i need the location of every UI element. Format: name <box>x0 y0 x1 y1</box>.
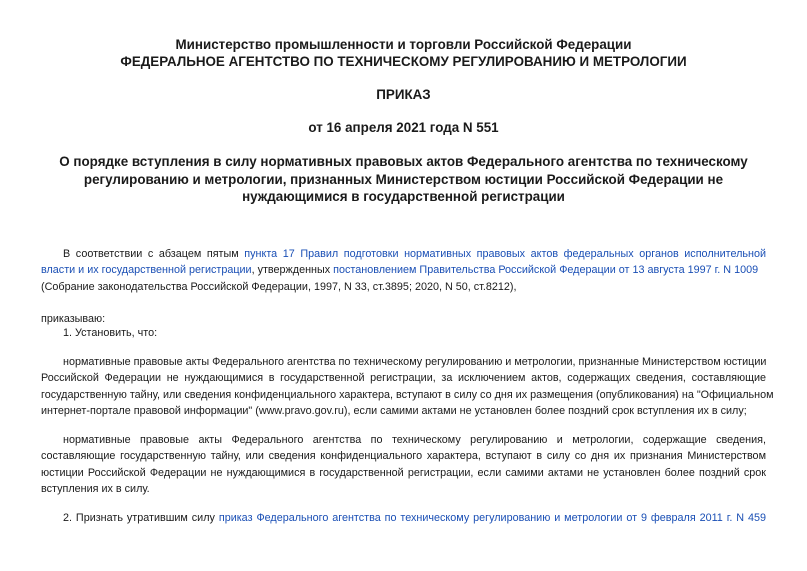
preamble-text: , утвержденных <box>251 264 331 277</box>
paragraph-b-line: юстиции Российской Федерации не нуждающимися в государственной регистрации, если самими актами не установлен более поздний срок <box>41 466 766 479</box>
title-line: О порядке вступления в силу нормативных правовых актов Федерального агентства по техническому <box>59 154 748 169</box>
paragraph-a-line: государственную тайну, или сведения конфиденциального характера, вступают в силу со дня их размещения (опубликования) на "Официальном <box>41 388 774 401</box>
rules-link[interactable]: пункта 17 Правил подготовки нормативных правовых актов федеральных органов исполнительной <box>244 248 767 260</box>
title-line: регулированию и метрологии, признанных Министерством юстиции Российской Федерации не <box>83 171 724 187</box>
paragraph-a-line: Российской Федерации не нуждающимися в государственной регистрации, за исключением актов, содержащих сведения, составляющие <box>41 372 766 385</box>
preamble-line: (Собрание законодательства Российской Федерации, 1997, N 33, ст.3895; 2020, N 50, ст.8212), <box>41 280 517 293</box>
paragraph-b <box>41 432 766 498</box>
preamble-text: В соответствии с абзацем пятым <box>63 248 239 260</box>
paragraph-a <box>41 354 774 420</box>
doc-type: ПРИКАЗ <box>376 87 431 102</box>
preamble-paragraph <box>41 246 766 295</box>
rules-link-continued[interactable]: власти и их государственной регистрации <box>41 264 252 277</box>
preamble-line <box>41 262 766 278</box>
repealed-order-link[interactable]: приказ Федерального агентства по техническому регулированию и метрологии от 9 февраля 2011 г. N 459 <box>218 512 767 524</box>
paragraph-a-line: интернет-портале правовой информации" (www.pravo.gov.ru), если самими актами не установлен более поздний срок вступления их в силу; <box>41 405 747 418</box>
item-1-heading: 1. Установить, что: <box>63 327 158 339</box>
order-word: приказываю: <box>41 313 106 325</box>
item-2-paragraph <box>41 510 766 526</box>
item-2-line <box>41 510 766 526</box>
paragraph-b-line: составляющие государственную тайну, или сведения конфиденциального характера, вступают в силу со дня их признания Министерством <box>41 450 766 463</box>
paragraph-b-line: нормативные правовые акты Федерального агентства по техническому регулированию и метрологии, содержащие сведения, <box>63 434 766 446</box>
paragraph-a-line: нормативные правовые акты Федерального агентства по техническому регулированию и метрологии, признанные Министерством юстиции <box>63 356 767 368</box>
government-resolution-link[interactable]: постановлением Правительства Российской Федерации от 13 августа 1997 г. N 1009 <box>333 264 759 277</box>
item-2-text: 2. Признать утратившим силу <box>63 512 215 524</box>
ministry-name: Министерство промышленности и торговли Российской Федерации <box>175 37 632 52</box>
title-line: нуждающимися в государственной регистрации <box>242 189 565 204</box>
agency-name: ФЕДЕРАЛЬНОЕ АГЕНТСТВО ПО ТЕХНИЧЕСКОМУ РЕГУЛИРОВАНИЮ И МЕТРОЛОГИИ <box>120 54 687 69</box>
date-number: от 16 апреля 2021 года N 551 <box>308 120 499 135</box>
document-title <box>40 153 767 206</box>
paragraph-b-line: вступления их в силу. <box>41 483 150 496</box>
preamble-line <box>41 246 766 262</box>
